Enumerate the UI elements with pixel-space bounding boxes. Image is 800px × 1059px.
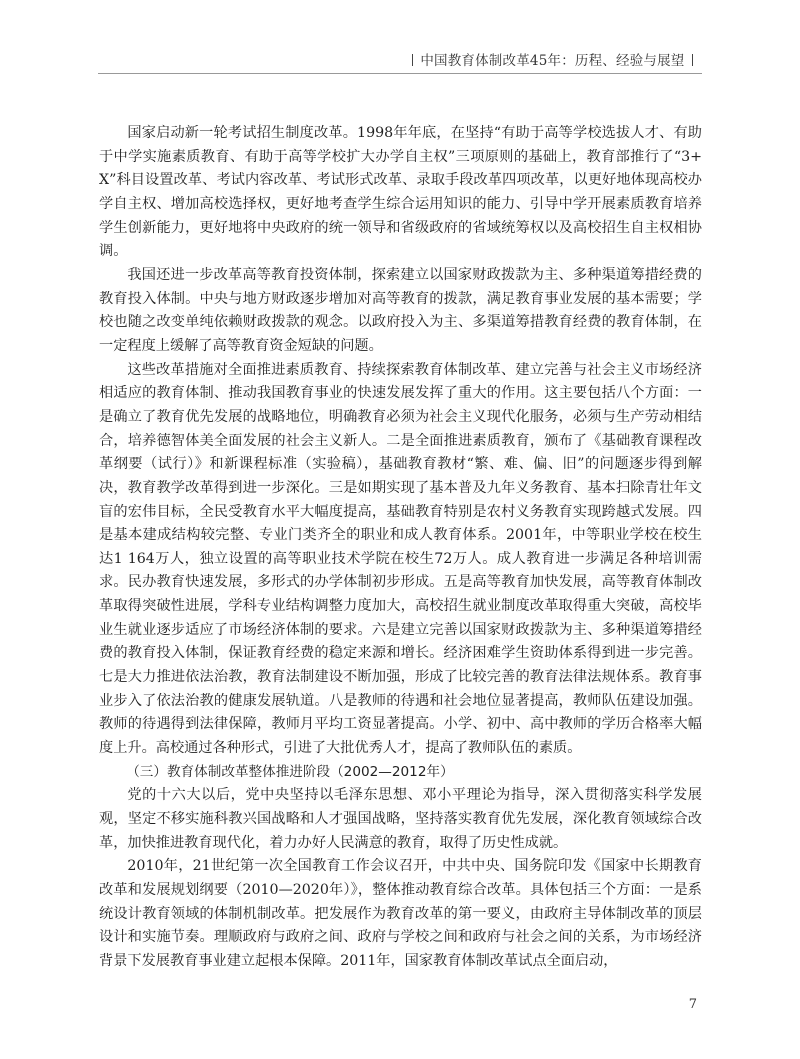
paragraph: 我国还进一步改革高等教育投资体制，探索建立以国家财政拨款为主、多种渠道筹措经费的教育投入体制。中央与地方财政逐步增加对高等教育的拨款，满足教育事业发展的基本需要；学校也随之改变单纯依赖财政拨款的观念。以政府投入为主、多渠道筹措教育经费的教育体制，在一定程度上缓解了高等教育资金短缺的问题。: [99, 266, 702, 354]
body-text: [99, 122, 702, 974]
section-heading: （三）教育体制改革整体推进阶段（2002—2012年）: [126, 763, 454, 780]
header-rule: [98, 73, 702, 74]
paragraph: 党的十六大以后，党中央坚持以毛泽东思想、邓小平理论为指导，深入贯彻落实科学发展观，坚定不移实施科教兴国战略和人才强国战略，坚持落实教育优先发展，深化教育领域综合改革，加快推进教育现代化，着力办好人民满意的教育，取得了历史性成就。: [99, 787, 702, 851]
paragraph: 2010年，21世纪第一次全国教育工作会议召开，中共中央、国务院印发《国家中长期教育改革和发展规划纲要（2010—2020年）》，整体推动教育综合改革。具体包括三个方面：一是系统设计教育领域的体制机制改革。把发展作为教育改革的第一要义，由政府主导体制改革的顶层设计和实施节奏。理顺政府与政府之间、政府与学校之间和政府与社会之间的关系，为市场经济背景下发展教育事业建立起根本保障。2011年，国家教育体制改革试点全面启动，: [99, 858, 702, 969]
header-title: 中国教育体制改革45年：历程、经验与展望: [420, 53, 685, 69]
paragraph: 这些改革措施对全面推进素质教育、持续探索教育体制改革、建立完善与社会主义市场经济相适应的教育体制、推动我国教育事业的快速发展发挥了重大的作用。这主要包括八个方面：一是确立了教育优先发展的战略地位，明确教育必须为社会主义现代化服务，必须与生产劳动相结合，培养德智体美全面发展的社会主义新人。二是全面推进素质教育，颁布了《基础教育课程改革纲要（试行）》和新课程标准（实验稿），基础教育教材“繁、难、偏、旧”的问题逐步得到解决，教育教学改革得到进一步深化。三是如期实现了基本普及九年义务教育、基本扫除青壮年文盲的宏伟目标，全民受教育水平大幅度提高，基础教育特别是农村义务教育实现跨越式发展。四是基本建成结构较完整、专业门类齐全的职业和成人教育体系。2001年，中等职业学校在校生达1 164万人，独立设置的高等职业技术学院在校生72万人。成人教育进一步满足各种培训需求。民办教育快速发展，多形式的办学体制初步形成。五是高等教育加快发展，高等教育体制改革取得突破性进展，学科专业结构调整力度加大，高校招生就业制度改革取得重大突破，高校毕业生就业逐步适应了市场经济体制的要求。六是建立完善以国家财政拨款为主、多种渠道筹措经费的教育投入体制，保证教育经费的稳定来源和增长。经济困难学生资助体系得到进一步完善。七是大力推进依法治教，教育法制建设不断加强，形成了比较完善的教育法律法规体系。教育事业步入了依法治教的健康发展轨道。八是教师的待遇和社会地位显著提高，教师队伍建设加强。教师的待遇得到法律保障，教师月平均工资显著提高。小学、初中、高中教师的学历合格率大幅度上升。高校通过各种形式，引进了大批优秀人才，提高了教师队伍的素质。: [99, 361, 702, 757]
running-header: [405, 49, 700, 69]
header-bar-left: [412, 54, 414, 66]
paragraph: 国家启动新一轮考试招生制度改革。1998年年底，在坚持“有助于高等学校选拔人才、有助于中学实施素质教育、有助于高等学校扩大办学自主权”三项原则的基础上，教育部推行了“3+X”科目设置改革、考试内容改革、考试形式改革、录取手段改革四项改革，以更好地体现高校办学自主权、增加高校选择权，更好地考查学生综合运用知识的能力、引导中学开展素质教育培养学生创新能力，更好地将中央政府的统一领导和省级政府的省域统筹权以及高校招生自主权相协调。: [99, 125, 702, 260]
header-bar-right: [692, 54, 694, 66]
page-number: 7: [688, 997, 697, 1012]
